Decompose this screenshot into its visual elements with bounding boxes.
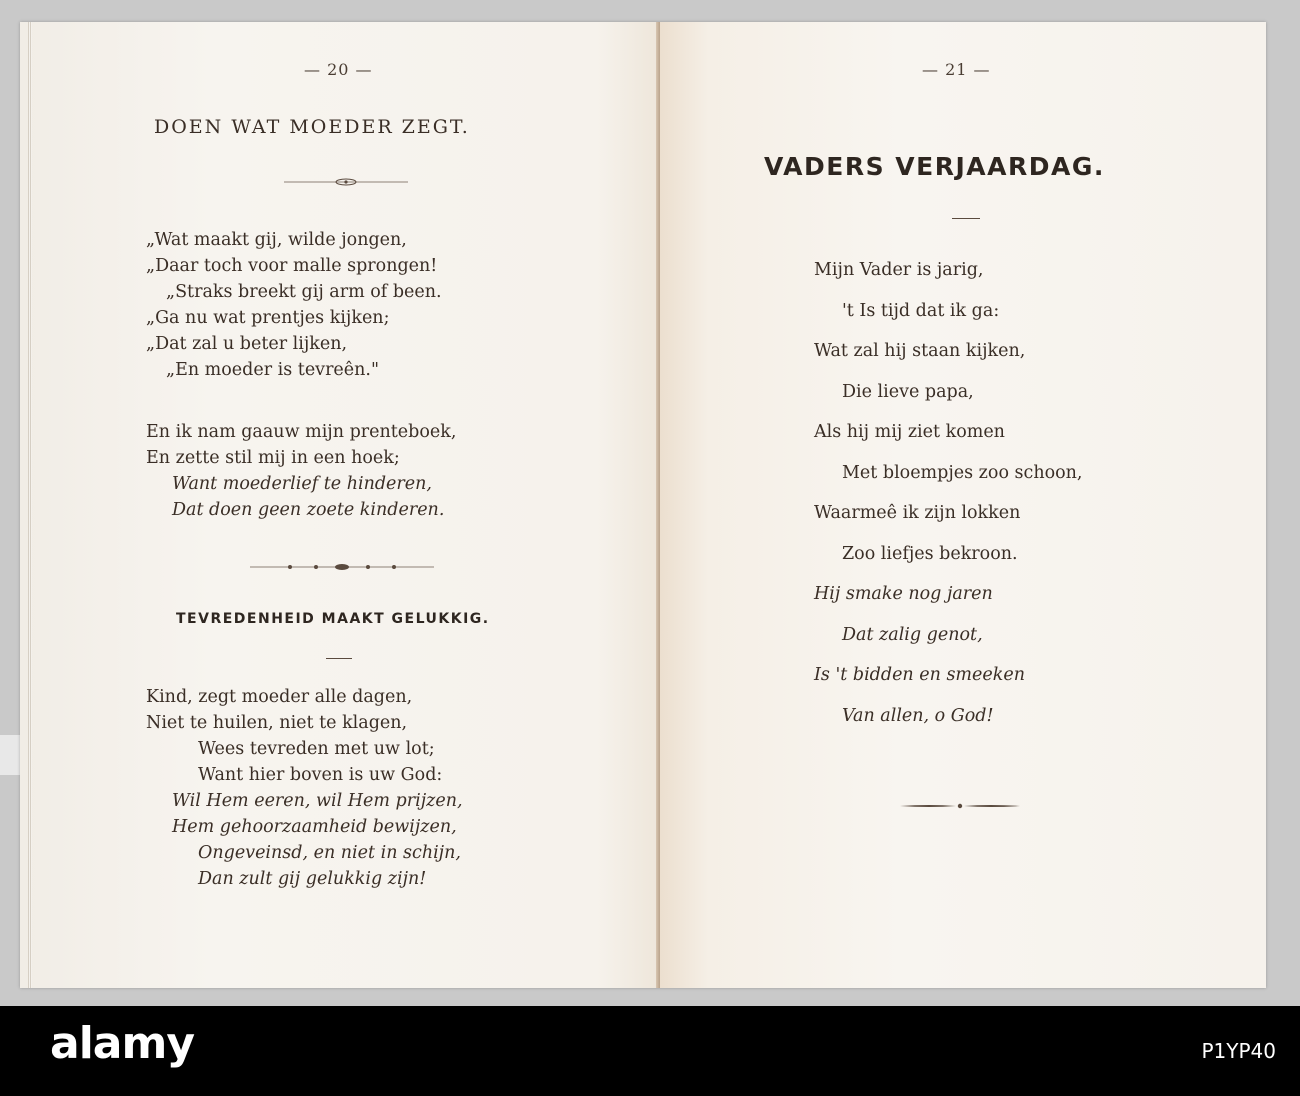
right-page — [660, 22, 1266, 988]
poem-line: Kind, zegt moeder alle dagen, — [146, 687, 413, 707]
poem-line: 't Is tijd dat ik ga: — [842, 300, 1000, 321]
image-id: P1YP40 — [1201, 1039, 1276, 1063]
poem-line: Wat zal hij staan kijken, — [814, 341, 1026, 361]
poem-line: En zette stil mij in een hoek; — [146, 448, 400, 468]
poem-line: Van allen, o God! — [842, 705, 994, 726]
ornament-top-left — [284, 176, 408, 188]
divider-dash-right — [952, 218, 980, 219]
book-spread — [20, 22, 1266, 988]
poem-subtitle-left: TEVREDENHEID MAAKT GELUKKIG. — [176, 611, 490, 627]
poem-line: Want moederlief te hinderen, — [172, 474, 432, 494]
poem-line: Is 't bidden en smeeken — [814, 665, 1025, 685]
page-number-left: — 20 — — [304, 60, 373, 79]
ornament-middle-left — [250, 561, 434, 573]
ornament-bottom-right — [900, 800, 1020, 812]
poem-line: „Ga nu wat prentjes kijken; — [146, 308, 390, 328]
poem-line: „Daar toch voor malle sprongen! — [146, 256, 438, 276]
poem-line: Dat zalig genot, — [842, 624, 983, 645]
poem-line: Hij smake nog jaren — [814, 584, 993, 604]
poem-line: Die lieve papa, — [842, 381, 974, 402]
poem-title-left: DOEN WAT MOEDER ZEGT. — [154, 116, 470, 138]
poem-line: „Dat zal u beter lijken, — [146, 334, 348, 354]
poem-line: Want hier boven is uw God: — [198, 765, 443, 785]
poem-line: Met bloempjes zoo schoon, — [842, 462, 1083, 483]
poem-line: Zoo liefjes bekroon. — [842, 543, 1018, 564]
poem-line: Waarmeê ik zijn lokken — [814, 503, 1021, 523]
left-edge-mark — [0, 735, 20, 775]
page-number-right: — 21 — — [922, 60, 991, 79]
poem-line: Wees tevreden met uw lot; — [198, 739, 435, 759]
poem-line: Als hij mij ziet komen — [814, 422, 1005, 442]
alamy-logo: alamy — [50, 1018, 194, 1069]
left-page — [20, 22, 660, 988]
poem-line: En ik nam gaauw mijn prenteboek, — [146, 422, 457, 442]
page-edges-left — [28, 22, 32, 988]
poem-line: Dan zult gij gelukkig zijn! — [198, 869, 427, 889]
poem-line: Wil Hem eeren, wil Hem prijzen, — [172, 791, 463, 811]
divider-dash-left — [326, 658, 352, 659]
poem-title-right: VADERS VERJAARDAG. — [764, 152, 1105, 181]
footer-bar — [0, 1006, 1300, 1096]
poem-line: Mijn Vader is jarig, — [814, 260, 984, 280]
poem-line: „En moeder is tevreên." — [166, 360, 380, 380]
poem-line: Ongeveinsd, en niet in schijn, — [198, 843, 461, 863]
poem-line: „Wat maakt gij, wilde jongen, — [146, 230, 407, 250]
poem-line: „Straks breekt gij arm of been. — [166, 282, 442, 302]
poem-line: Niet te huilen, niet te klagen, — [146, 713, 408, 733]
poem-line: Dat doen geen zoete kinderen. — [172, 500, 445, 520]
poem-line: Hem gehoorzaamheid bewijzen, — [172, 817, 457, 837]
